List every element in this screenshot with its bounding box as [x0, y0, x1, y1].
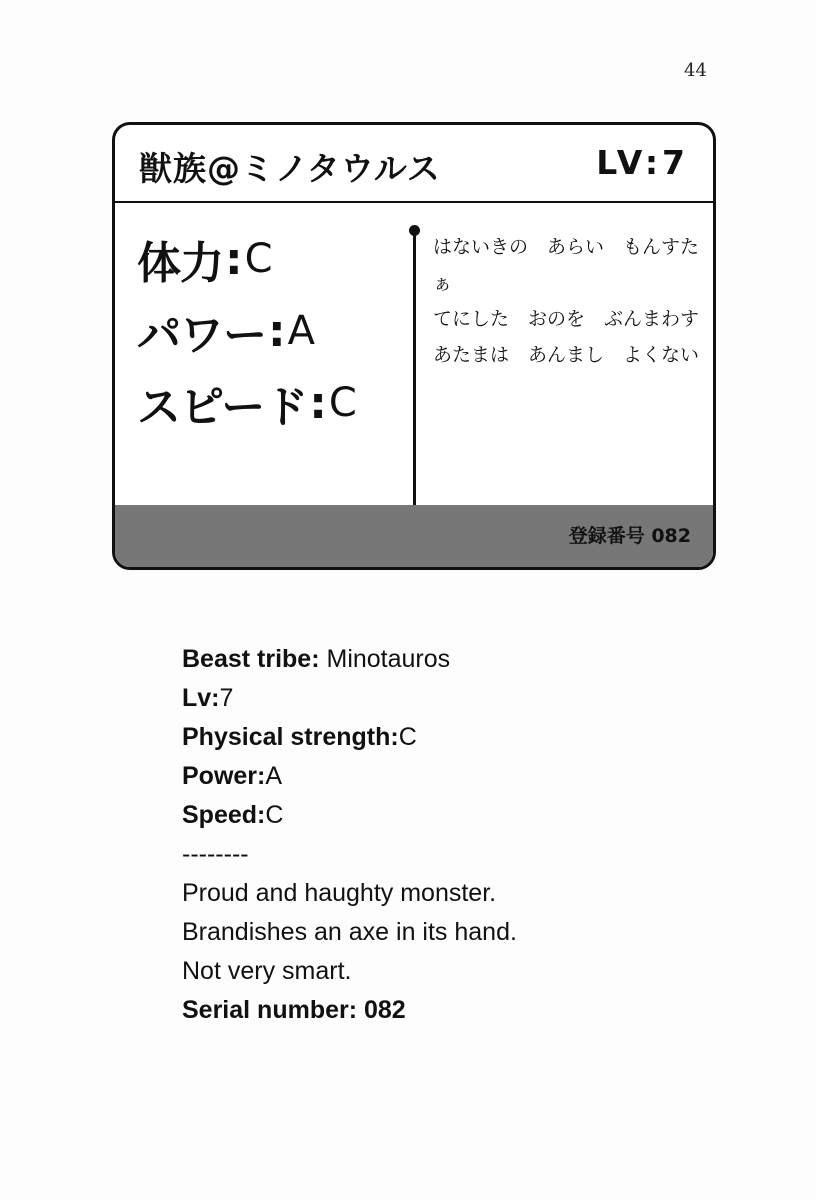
vertical-divider — [413, 231, 416, 545]
lv-label: Lv: — [182, 684, 220, 712]
translation-separator: -------- — [182, 840, 249, 868]
header-divider — [115, 201, 713, 203]
card-footer — [115, 505, 713, 567]
power-value: A — [265, 762, 283, 790]
stat-label: パワー — [137, 310, 266, 361]
translation-level — [182, 679, 517, 718]
tribe-value: Minotauros — [319, 645, 451, 673]
translation-desc-3: Not very smart. — [182, 957, 352, 985]
power-label: Power: — [182, 762, 266, 790]
stat-colon: : — [268, 305, 286, 357]
speed-value: C — [265, 801, 284, 829]
stat-value: A — [287, 308, 315, 354]
translation-serial — [182, 991, 517, 1030]
stat-row-power — [137, 295, 357, 367]
strength-value: C — [398, 723, 417, 751]
stats-list — [137, 223, 357, 439]
stat-row-speed — [137, 367, 357, 439]
page-number: 44 — [684, 60, 707, 81]
serial-number: 登録番号 082 — [568, 525, 691, 547]
translation-desc-1: Proud and haughty monster. — [182, 879, 497, 907]
speed-label: Speed: — [182, 801, 266, 829]
stat-label: スピード — [137, 382, 308, 433]
translation-strength — [182, 718, 517, 757]
translation-desc-2: Brandishes an axe in its hand. — [182, 918, 517, 946]
lv-value: 7 — [219, 684, 234, 712]
tribe-label: Beast tribe: — [182, 645, 320, 673]
stat-row-stamina — [137, 223, 357, 295]
card-description: はないきの あらい もんすたぁ てにした おのを ぶんまわす あたまは あんまし よくない — [433, 236, 700, 366]
stat-value: C — [328, 380, 357, 426]
stat-colon: : — [309, 377, 327, 429]
card-title: 獣族@ミノタウルス — [139, 149, 441, 188]
strength-label: Physical strength: — [182, 723, 399, 751]
stat-colon: : — [225, 233, 243, 285]
translation-block — [182, 640, 517, 1030]
serial-label: Serial number: 082 — [182, 996, 406, 1024]
translation-speed — [182, 796, 517, 835]
card-level: LV:7 — [596, 143, 689, 182]
translation-tribe — [182, 640, 517, 679]
stat-label: 体力 — [137, 238, 223, 289]
stat-value: C — [244, 236, 273, 282]
monster-card — [112, 122, 716, 570]
translation-power — [182, 757, 517, 796]
